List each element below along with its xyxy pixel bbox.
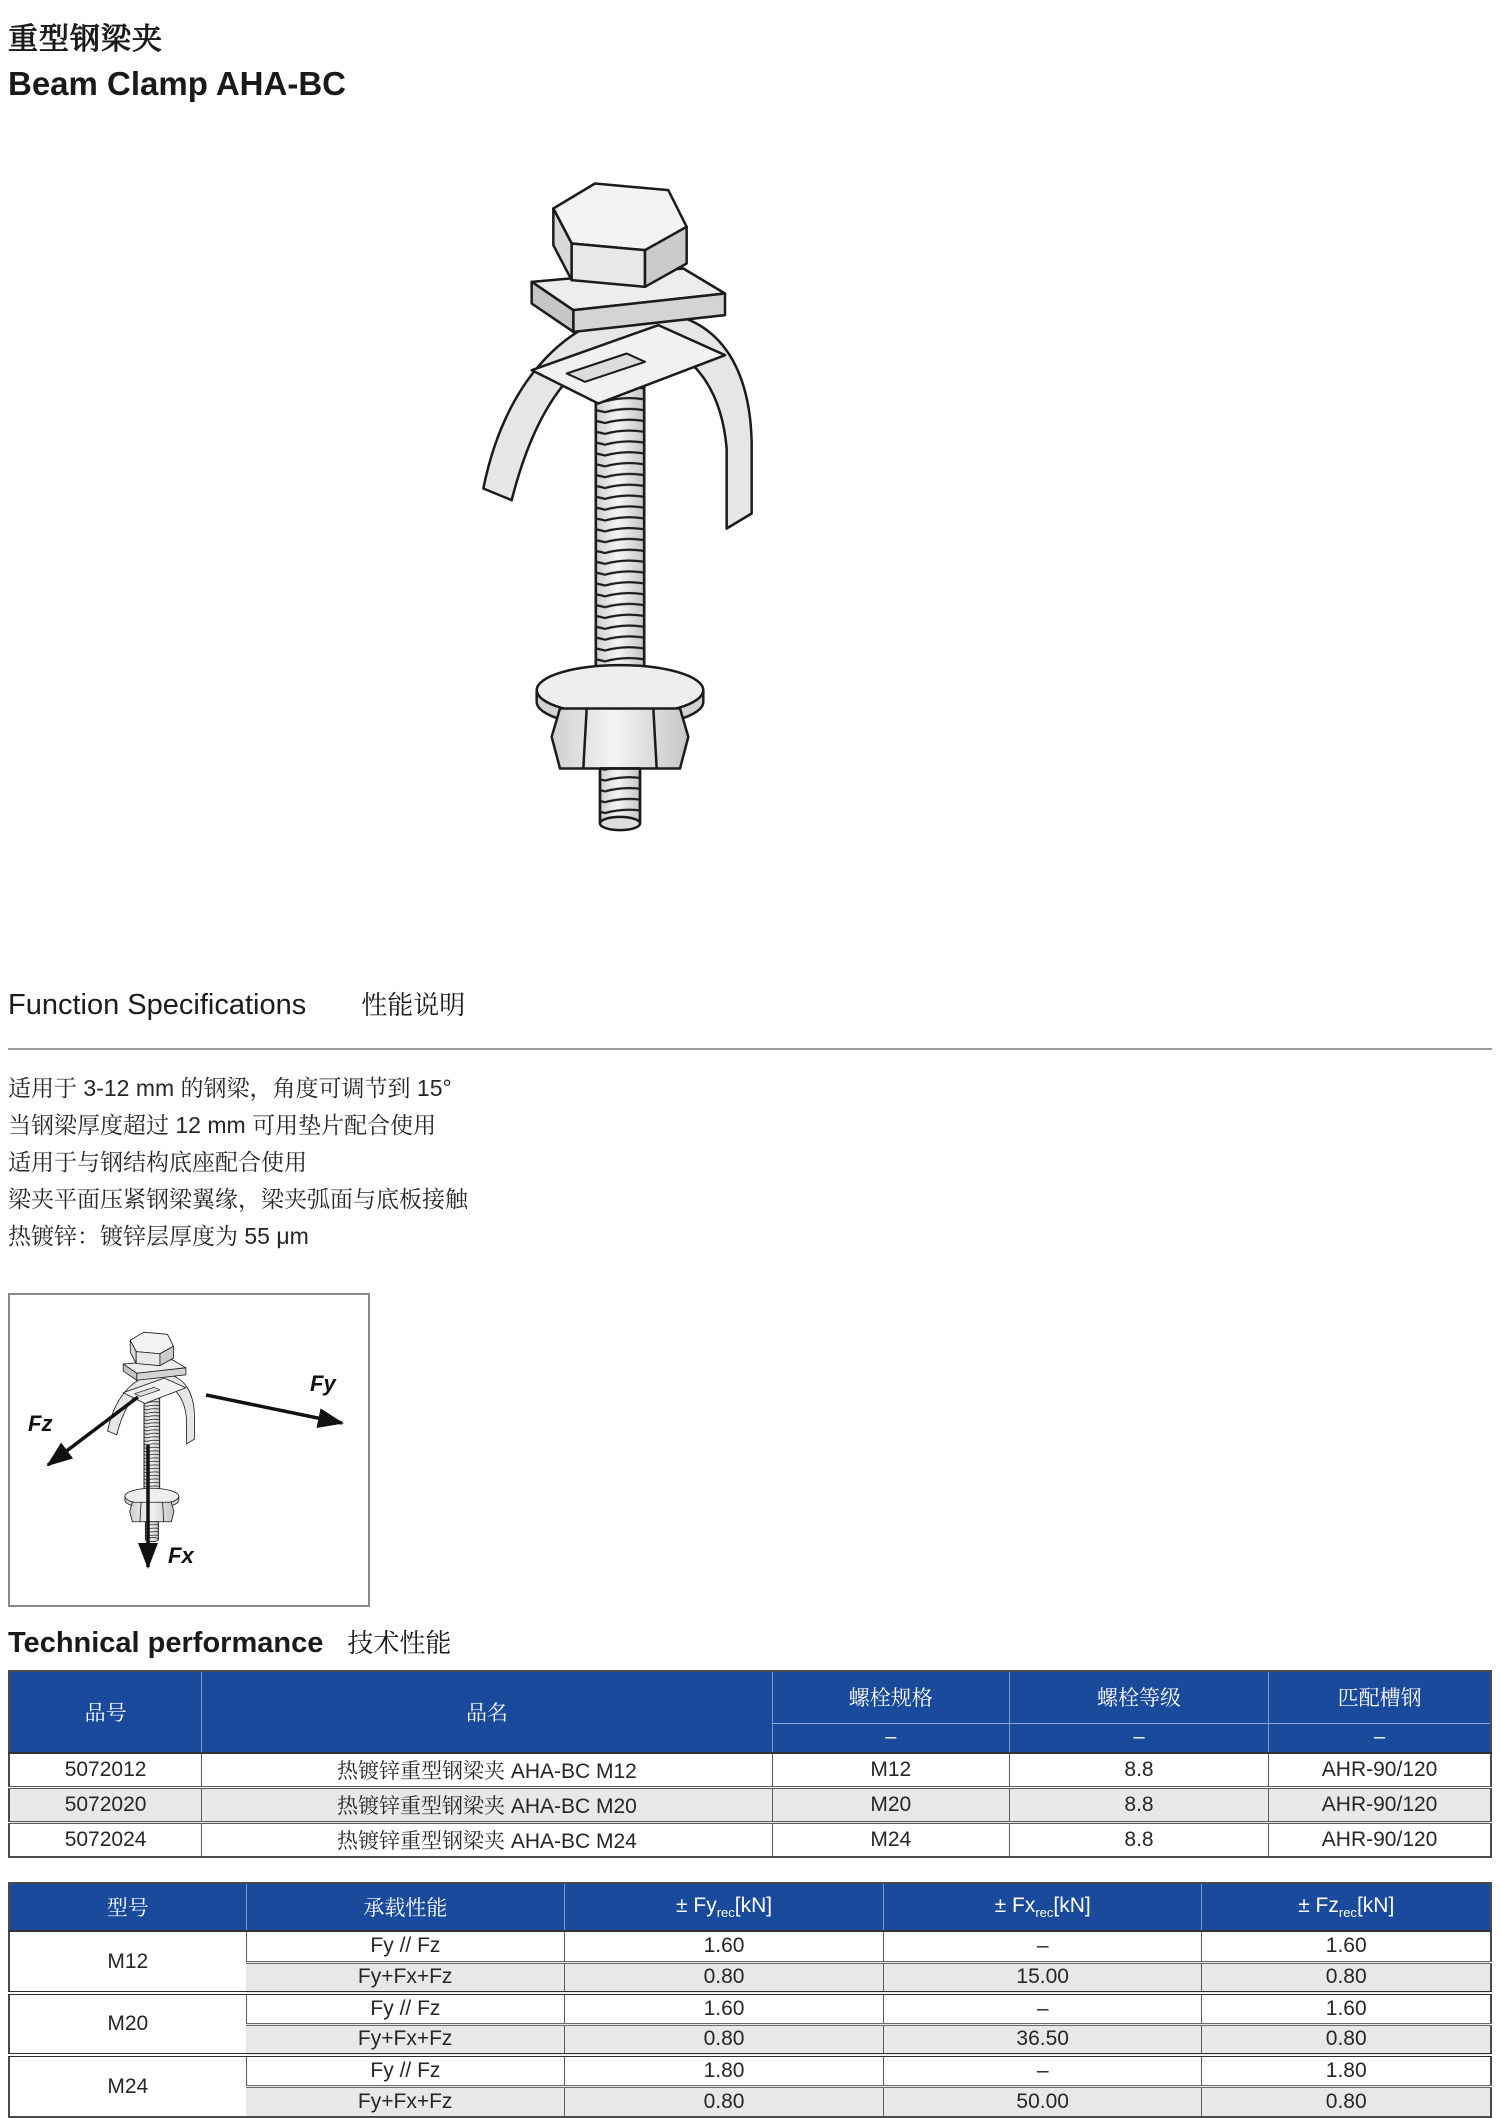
col-header-item-name: 品名: [202, 1671, 773, 1753]
load-case: Fy+Fx+Fz: [357, 1965, 453, 1989]
products-table: [8, 1670, 1492, 1858]
item-name: 热镀锌重型钢梁夹 AHA-BC M24: [202, 1823, 773, 1858]
table-row: [9, 2055, 1491, 2086]
force-diagram: [8, 1293, 370, 1607]
channel: AHR-90/120: [1269, 1788, 1491, 1823]
bolt-grade: 8.8: [1009, 1788, 1268, 1823]
fz-value: 1.60: [1202, 1993, 1491, 2024]
col-header-channel: 匹配槽钢: [1269, 1671, 1491, 1723]
fz-value: 0.80: [1202, 1962, 1491, 1993]
load-case: Fy+Fx+Fz: [357, 2089, 453, 2113]
technical-heading-zh: 技术性能: [347, 1628, 452, 1658]
load-case: Fy // Fz: [246, 2055, 565, 2086]
technical-heading-en: Technical performance: [8, 1627, 324, 1659]
model: M24: [107, 2074, 149, 2098]
bolt-spec: M24: [772, 1823, 1009, 1858]
page-title-zh: 重型钢梁夹: [8, 23, 163, 56]
item-no: 5072012: [64, 1758, 147, 1781]
item-name: 热镀锌重型钢梁夹 AHA-BC M20: [202, 1788, 773, 1823]
fx-value: –: [883, 1931, 1202, 1962]
fz-value: 1.60: [1202, 1931, 1491, 1962]
spec-line: 当钢梁厚度超过 12 mm 可用垫片配合使用: [8, 1112, 437, 1138]
spec-line: 梁夹平面压紧钢梁翼缘，梁夹弧面与底板接触: [8, 1186, 468, 1212]
col-header-fz-rec: ± $Fz_{rec}[kN]$: [1202, 1883, 1491, 1931]
col-subheader-dash: –: [1009, 1723, 1268, 1753]
fz-value: 0.80: [1202, 2024, 1491, 2055]
section-heading-technical-performance: [8, 1623, 1492, 1660]
fy-value: 0.80: [565, 2024, 884, 2055]
col-header-model: 型号: [9, 1883, 246, 1931]
fy-value: 0.80: [565, 1962, 884, 1993]
force-label-fz: Fz: [28, 1411, 53, 1436]
beam-clamp-drawing: [460, 155, 760, 847]
force-label-fx: Fx: [168, 1543, 194, 1568]
spec-line: 热镀锌：镀锌层厚度为 55 μm: [8, 1223, 309, 1249]
channel: AHR-90/120: [1269, 1753, 1491, 1788]
spec-list: [8, 1070, 1492, 1255]
performance-table: [8, 1882, 1492, 2118]
item-name: 热镀锌重型钢梁夹 AHA-BC M12: [202, 1753, 773, 1788]
col-header-fx-rec: ± $Fx_{rec}[kN]$: [883, 1883, 1202, 1931]
function-specs-heading-en: Function Specifications: [8, 989, 307, 1021]
fx-value: –: [883, 1993, 1202, 2024]
fy-value: 1.60: [565, 1993, 884, 2024]
col-header-bolt-grade: 螺栓等级: [1009, 1671, 1268, 1723]
function-specs-heading-zh: 性能说明: [361, 990, 466, 1020]
fy-value: 1.60: [565, 1931, 884, 1962]
section-divider: [8, 1048, 1492, 1050]
spec-line: 适用于与钢结构底座配合使用: [8, 1149, 307, 1175]
col-header-item-no: 品号: [9, 1671, 202, 1753]
fx-value: 36.50: [883, 2024, 1202, 2055]
fx-value: 50.00: [883, 2086, 1202, 2117]
fy-value: 1.80: [565, 2055, 884, 2086]
table-row: [9, 1823, 1491, 1858]
channel: AHR-90/120: [1269, 1823, 1491, 1858]
col-subheader-dash: –: [772, 1723, 1009, 1753]
page-title-en: Beam Clamp AHA-BC: [8, 65, 346, 102]
item-no: 5072020: [64, 1793, 147, 1816]
col-header-fy-rec: ± $Fy_{rec}[kN]$: [565, 1883, 884, 1931]
fx-value: 15.00: [883, 1962, 1202, 1993]
product-illustration: [460, 155, 760, 847]
col-header-bolt-spec: 螺栓规格: [772, 1671, 1009, 1723]
fy-value: 0.80: [565, 2086, 884, 2117]
table-row: [9, 1993, 1491, 2024]
bolt-grade: 8.8: [1009, 1823, 1268, 1858]
table-row: [9, 1753, 1491, 1788]
force-arrow-fy: [206, 1395, 342, 1423]
fz-value: 0.80: [1202, 2086, 1491, 2117]
load-case: Fy // Fz: [246, 1993, 565, 2024]
model: M12: [107, 1949, 149, 1973]
col-subheader-dash: –: [1269, 1723, 1491, 1753]
bolt-spec: M12: [772, 1753, 1009, 1788]
table-row: [9, 1931, 1491, 1962]
load-case: Fy // Fz: [246, 1931, 565, 1962]
fz-value: 1.80: [1202, 2055, 1491, 2086]
force-label-fy: Fy: [310, 1371, 336, 1396]
fx-value: –: [883, 2055, 1202, 2086]
load-case: Fy+Fx+Fz: [357, 2027, 453, 2051]
model: M20: [107, 2012, 149, 2035]
bolt-spec: M20: [772, 1788, 1009, 1823]
force-diagram-drawing: [10, 1295, 366, 1603]
section-heading-function-specs: [8, 985, 1492, 1022]
spec-line: 适用于 3-12 mm 的钢梁，角度可调节到 15°: [8, 1075, 452, 1101]
force-arrow-fz: [48, 1397, 138, 1465]
bolt-grade: 8.8: [1009, 1753, 1268, 1788]
item-no: 5072024: [64, 1828, 147, 1851]
col-header-load: 承载性能: [246, 1883, 565, 1931]
table-row: [9, 1788, 1491, 1823]
